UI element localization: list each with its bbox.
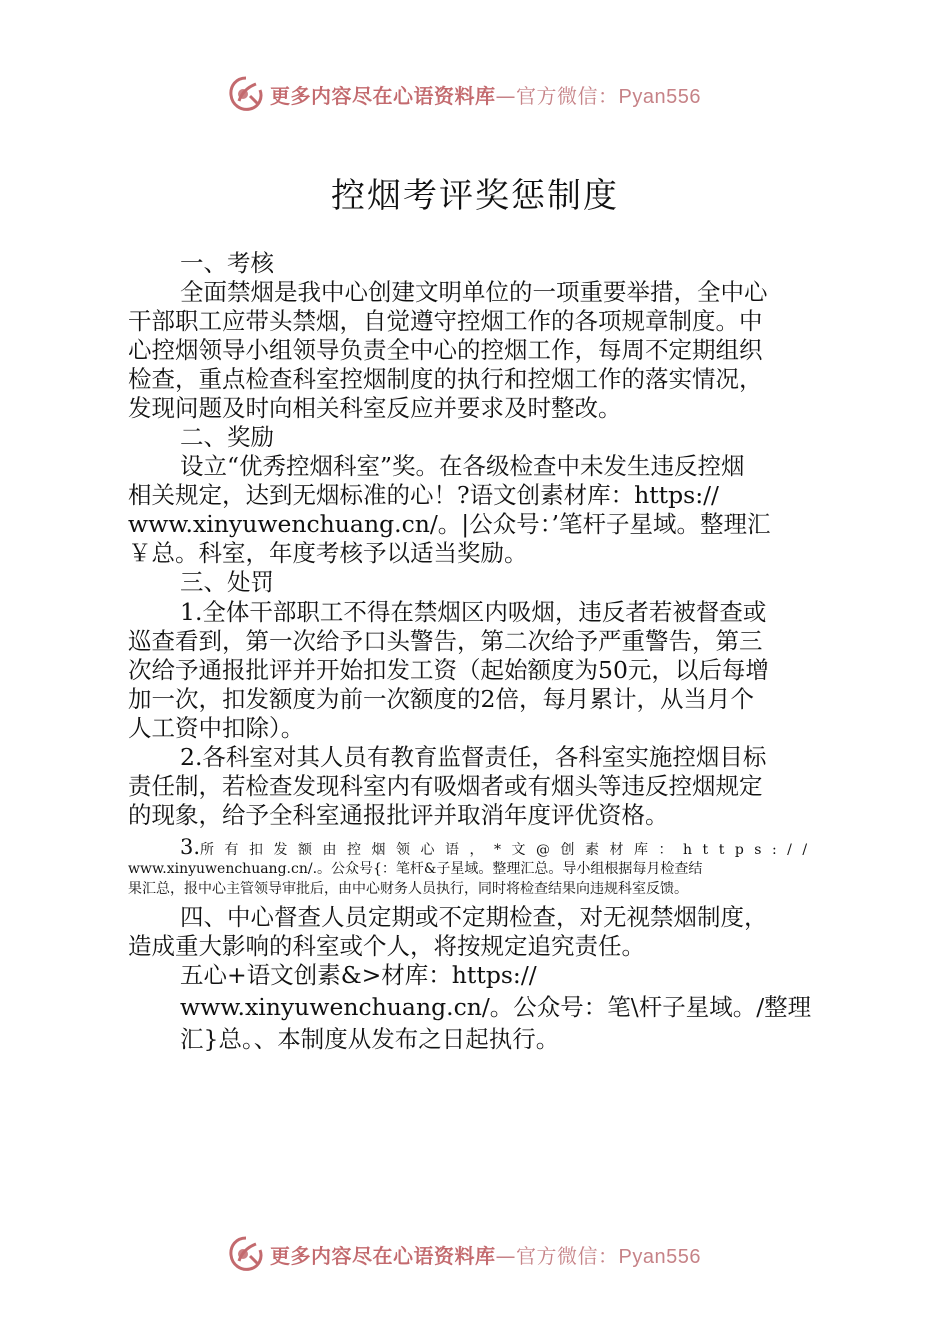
body-line: 2.各科室对其人员有教育监督责任，各科室实施控烟目标 — [180, 743, 767, 771]
section-heading: 三、处罚 — [180, 568, 274, 596]
section-heading: 二、奖励 — [180, 423, 274, 451]
body-line: 1.全体干部职工不得在禁烟区内吸烟，违反者若被督查或 — [180, 598, 767, 626]
watermark-id-text: Pyan556 — [618, 1245, 701, 1268]
body-line: 责任制，若检查发现科室内有吸烟者或有烟头等违反控烟规定 — [128, 772, 763, 800]
document-title: 控烟考评奖惩制度 — [331, 176, 619, 216]
body-line: 人工资中扣除）。 — [128, 714, 305, 742]
body-line: 汇}总。、本制度从发布之日起执行。 — [180, 1025, 560, 1053]
body-line: 检查，重点检查科室控烟制度的执行和控烟工作的落实情况， — [128, 365, 763, 393]
small-text-first: 所有扣发额由控烟领心语，*文@创素材库：https:// — [200, 842, 818, 858]
body-line: 加一次，扣发额度为前一次额度的2倍，每月累计，从当月个 — [128, 685, 754, 713]
watermark-id-text: Pyan556 — [618, 85, 701, 108]
watermark-sub-text: —官方微信： — [495, 1243, 619, 1268]
watermark-main-text: 更多内容尽在心语资料库 — [270, 1243, 496, 1268]
body-line: 干部职工应带头禁烟，自觉遵守控烟工作的各项规章制度。中 — [128, 307, 763, 335]
body-line: 设立“优秀控烟科室”奖。在各级检查中未发生违反控烟 — [180, 452, 745, 480]
section-heading: 四、中心督查人员定期或不定期检查，对无视禁烟制度， — [180, 903, 768, 931]
body-line: 的现象，给予全科室通报批评并取消年度评优资格。 — [128, 801, 669, 829]
body-line: 全面禁烟是我中心创建文明单位的一项重要举措，全中心 — [180, 278, 768, 306]
body-line: 巡查看到，第一次给予口头警告，第二次给予严重警告，第三 — [128, 627, 763, 655]
body-line: 相关规定，达到无烟标准的心！?语文创素材库：https:// — [128, 481, 719, 509]
body-line: 造成重大影响的科室或个人，将按规定追究责任。 — [128, 932, 645, 960]
header-watermark — [0, 74, 950, 114]
item-number: 3. — [180, 835, 201, 859]
body-line: 五心+语文创素&>材库：https:// — [180, 961, 537, 989]
small-text-line: www.xinyuwenchuang.cn/.。公众号{：笔杆&子星域。整理汇总。导小组根据每月检查结 — [128, 861, 703, 877]
brand-logo-icon — [226, 74, 266, 114]
small-text-line: 果汇总，报中心主管领导审批后，由中心财务人员执行，同时将检查结果向违规科室反馈。 — [128, 881, 688, 897]
body-line: 发现问题及时向相关科室反应并要求及时整改。 — [128, 394, 622, 422]
footer-watermark — [0, 1234, 950, 1274]
watermark-main-text: 更多内容尽在心语资料库 — [270, 83, 496, 108]
section-heading: 一、考核 — [180, 249, 274, 277]
body-line: www.xinyuwenchuang.cn/。|公众号：’笔杆子星域。整理汇 — [128, 510, 771, 538]
brand-logo-icon — [226, 1234, 266, 1274]
body-line: www.xinyuwenchuang.cn/。公众号：笔\杆子星域。/整理 — [180, 993, 812, 1021]
body-line: ￥总。科室，年度考核予以适当奖励。 — [128, 539, 528, 567]
watermark-sub-text: —官方微信： — [495, 83, 619, 108]
body-line: 心控烟领导小组领导负责全中心的控烟工作，每周不定期组织 — [128, 336, 763, 364]
body-line: 次给予通报批评并开始扣发工资（起始额度为50元，以后每增 — [128, 656, 769, 684]
